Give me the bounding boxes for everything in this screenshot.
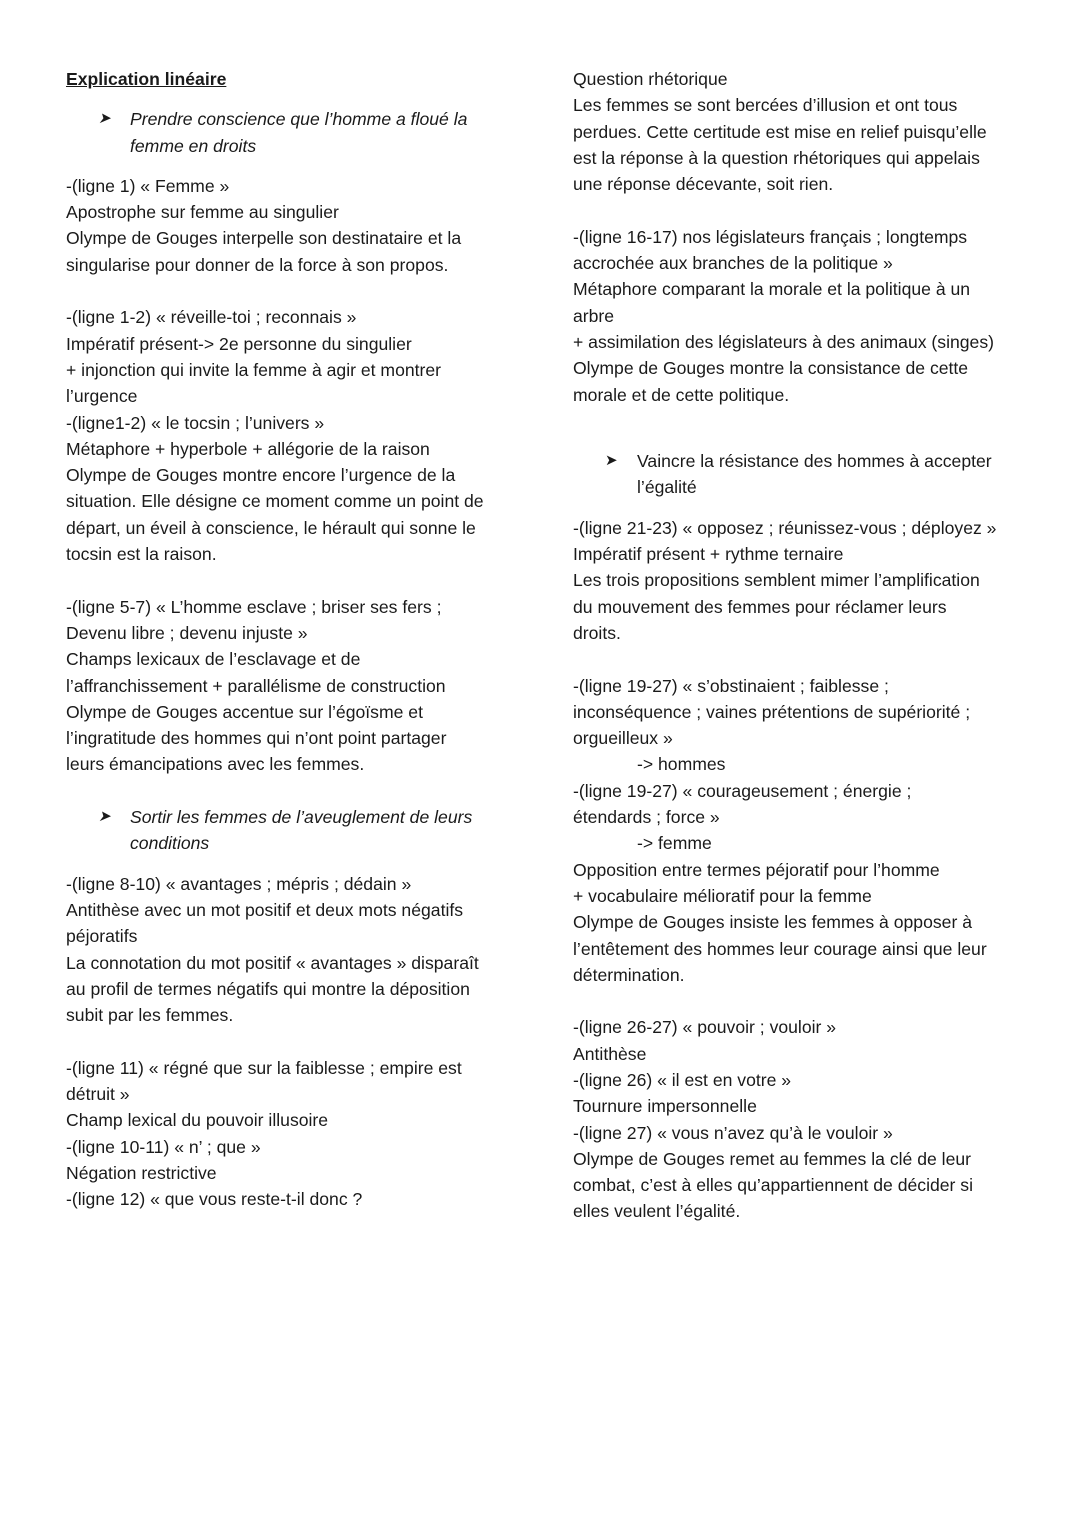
- text-block: -(ligne 11) « régné que sur la faiblesse ; empire est détruit » Champ lexical du pouvoir illusoire -(ligne 10-11) « n’ ; que » Négation restrictive -(ligne 12) « que vous reste-t-il donc ?: [66, 1057, 462, 1210]
- section-heading-1: ➤ Prendre conscience que l’homme a floué la femme en droits: [66, 106, 516, 159]
- arrow-bullet-icon: ➤: [98, 808, 111, 826]
- right-column: [573, 66, 1023, 1225]
- arrow-bullet-icon: ➤: [605, 452, 618, 470]
- arrow-bullet-icon: ➤: [98, 110, 111, 128]
- text-block: -(ligne 1) « Femme » Apostrophe sur femme au singulier Olympe de Gouges interpelle son destinataire et la singularise pour donner de la force à son propos.: [66, 175, 462, 275]
- left-column: [66, 66, 516, 1212]
- text-block: -(ligne 1-2) « réveille-toi ; reconnais » Impératif présent-> 2e personne du singulier + injonction qui invite la femme à agir et montrer l’urgence -(ligne1-2) « le tocsin ; l’univers » Métaphore + hyperbole + allégorie de la raison Olympe de Gouges montre encore l’urgence de la situation. Elle désigne ce moment comme un point de départ, un éveil à conscience, le hérault qui sonne le tocsin est la raison.: [66, 307, 484, 565]
- section-heading-2: ➤ Sortir les femmes de l’aveuglement de leurs conditions: [66, 804, 516, 857]
- page-title: Explication linéaire: [66, 69, 227, 89]
- text-block: -(ligne 5-7) « L’homme esclave ; briser ses fers ; Devenu libre ; devenu injuste » Champs lexicaux de l’esclavage et de l’affranchissement + parallélisme de construction Olympe de Gouges accentue sur l’égoïsme et l’ingratitude des hommes qui n’ont point partager leurs émancipations avec les femmes.: [66, 596, 447, 775]
- section-heading-3: ➤ Vaincre la résistance des hommes à accepter l’égalité: [573, 448, 1023, 501]
- text-block: -(ligne 16-17) nos législateurs français ; longtemps accrochée aux branches de la politique » Métaphore comparant la morale et la politique à un arbre + assimilation des législateurs à des animaux (singes) Olympe de Gouges montre la consistance de cette morale et de cette politique.: [573, 226, 994, 405]
- text-block: -(ligne 19-27) « s’obstinaient ; faiblesse ; inconséquence ; vaines prétentions de supériorité ; orgueilleux » -> hommes -(ligne 19-27) « courageusement ; énergie ; étendards ; force » -> femme Opposition entre termes péjoratif pour l’homme + vocabulaire mélioratif pour la femme Olympe de Gouges insiste les femmes à opposer à l’entêtement des hommes leur courage ainsi que leur détermination.: [573, 675, 987, 985]
- text-block: -(ligne 8-10) « avantages ; mépris ; dédain » Antithèse avec un mot positif et deux mots négatifs péjoratifs La connotation du mot positif « avantages » disparaît au profil de termes négatifs qui montre la déposition subit par les femmes.: [66, 873, 479, 1026]
- text-block: Question rhétorique Les femmes se sont bercées d’illusion et ont tous perdues. Cette certitude est mise en relief puisqu’elle est la réponse à la question rhétoriques qui appelais une réponse décevante, soit rien.: [573, 69, 987, 195]
- text-block: -(ligne 26-27) « pouvoir ; vouloir » Antithèse -(ligne 26) « il est en votre » Tournure impersonnelle -(ligne 27) « vous n’avez qu’à le vouloir » Olympe de Gouges remet au femmes la clé de leur combat, c’est à elles qu’appartiennent de décider si elles veulent l’égalité.: [573, 1017, 974, 1222]
- text-block: -(ligne 21-23) « opposez ; réunissez-vous ; déployez » Impératif présent + rythme ternaire Les trois propositions semblent mimer l’amplification du mouvement des femmes pour réclamer leurs droits.: [573, 517, 997, 643]
